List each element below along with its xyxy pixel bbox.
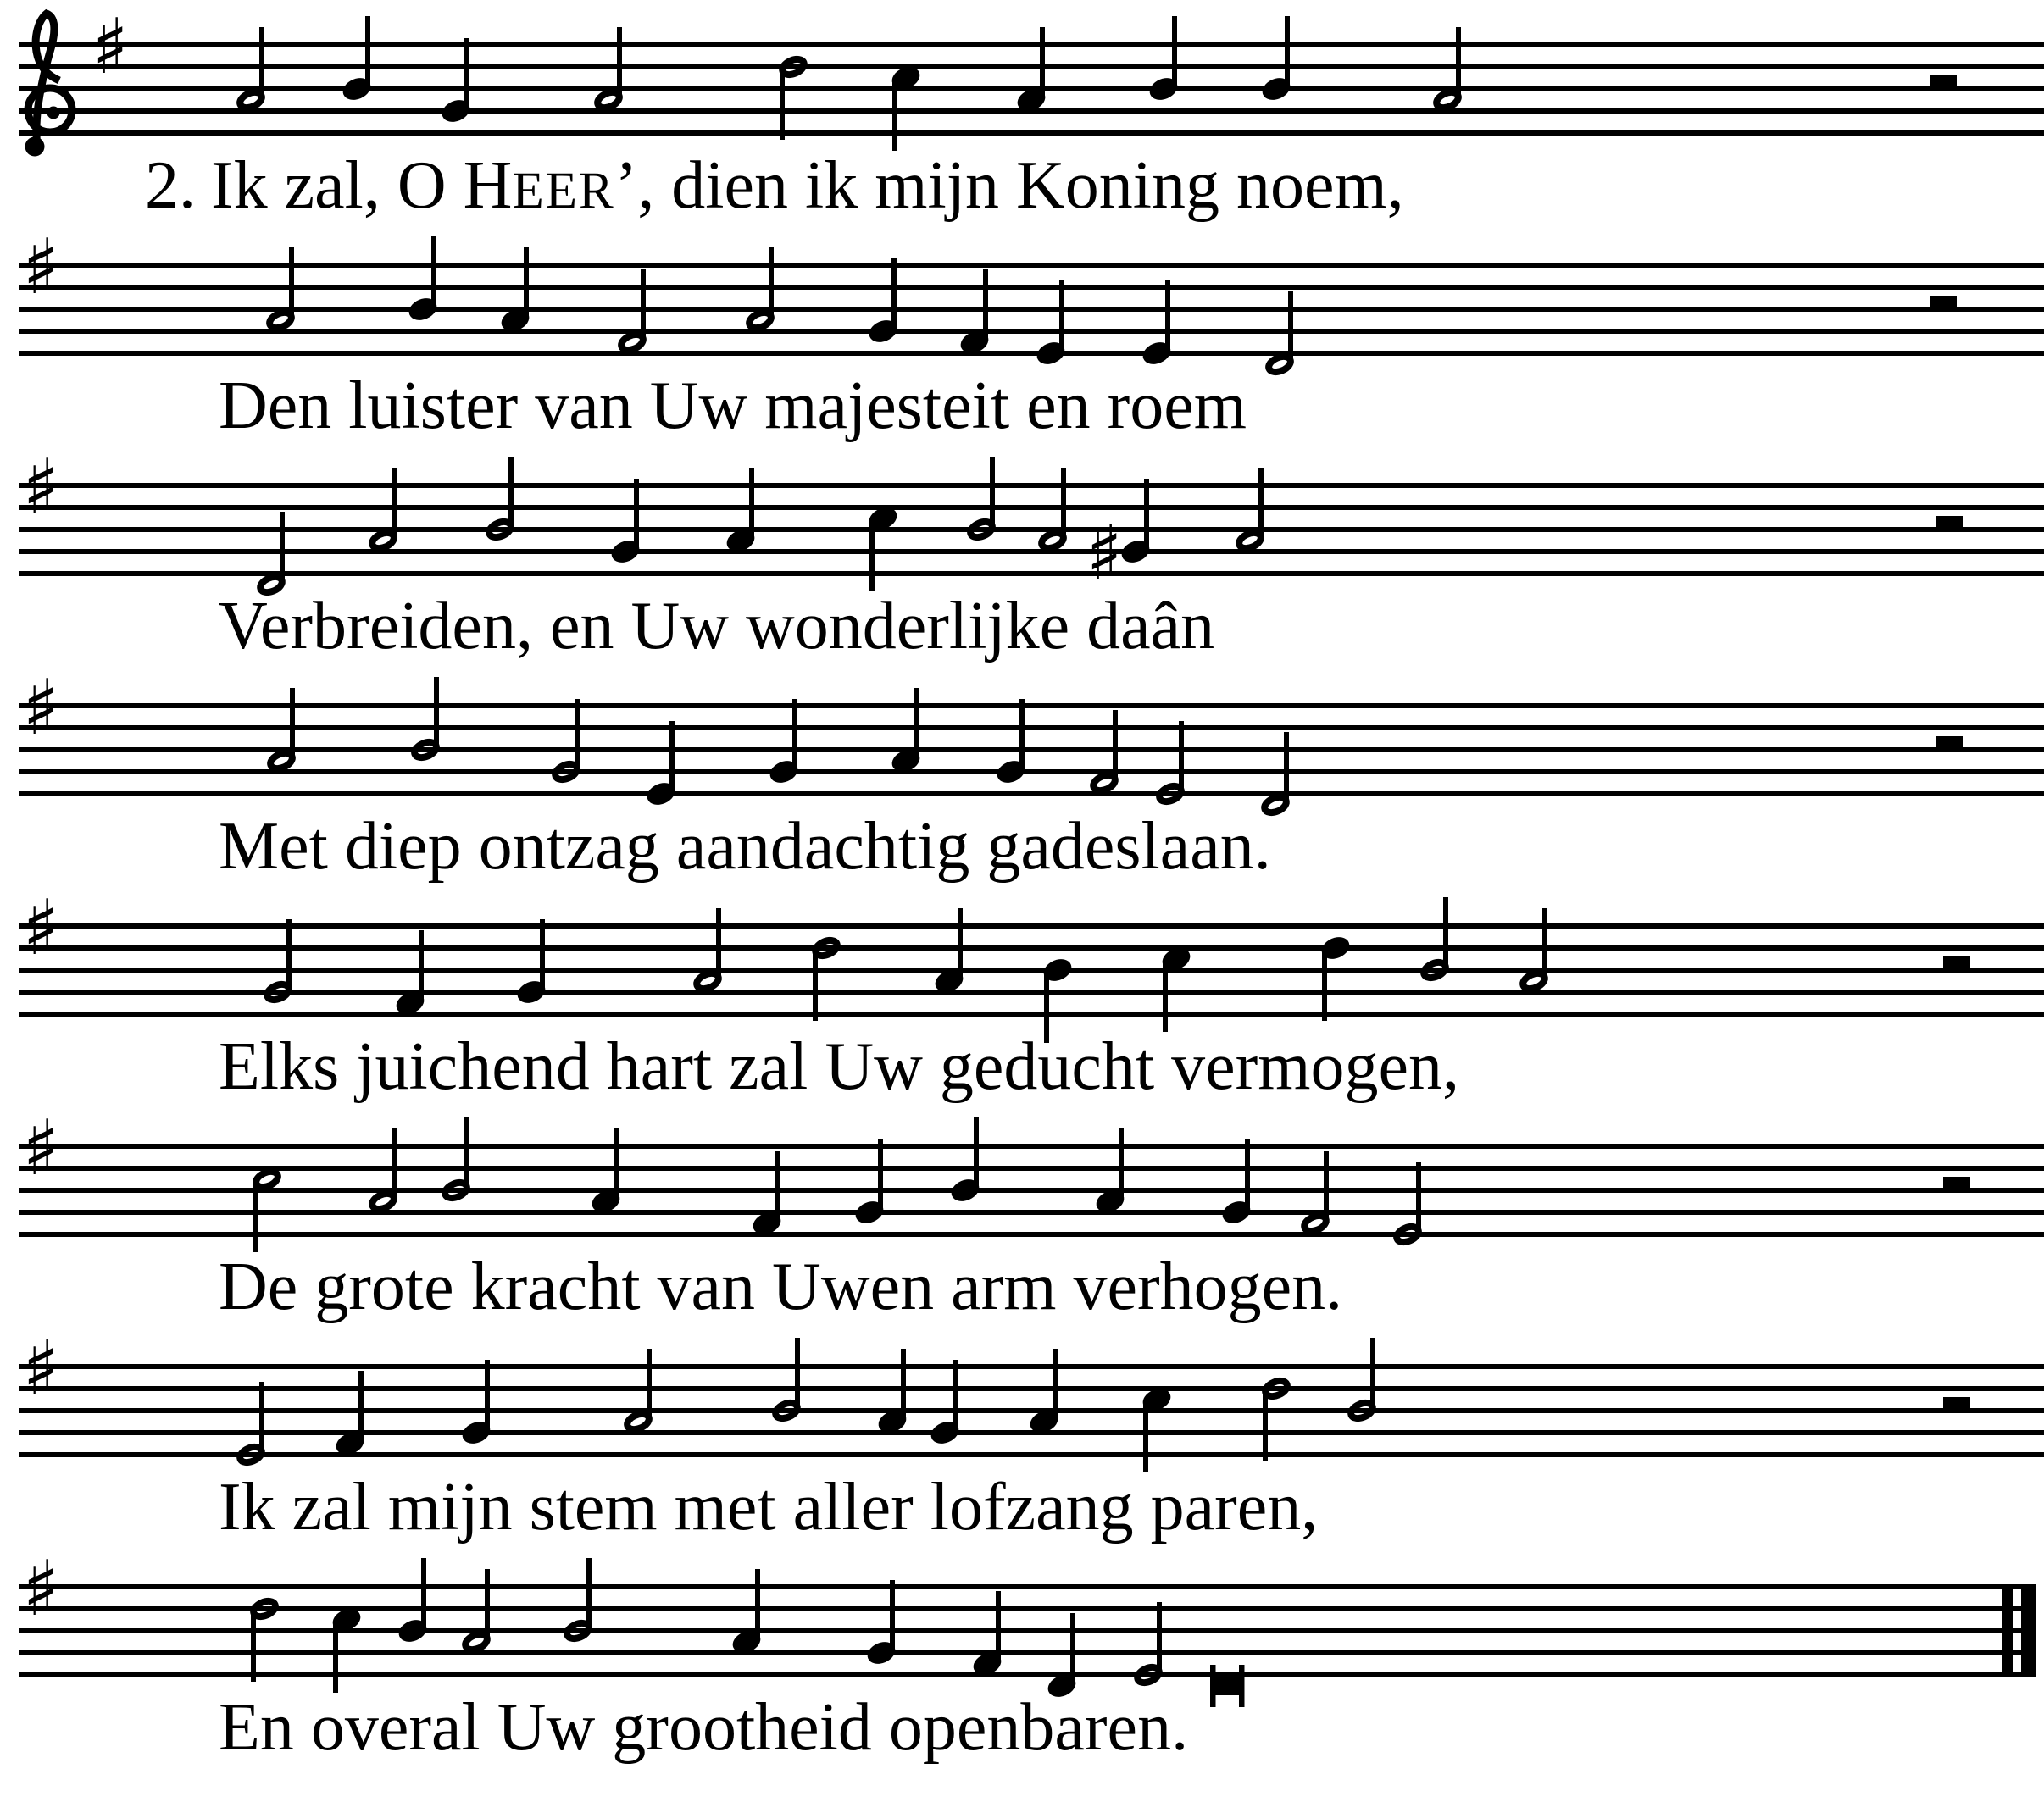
note-stem bbox=[1165, 280, 1170, 352]
note-stem bbox=[1053, 1349, 1058, 1420]
staff-line bbox=[19, 945, 2044, 951]
key-signature-sharp-icon: ♯ bbox=[22, 884, 59, 973]
key-signature-sharp-icon: ♯ bbox=[22, 443, 59, 532]
note-stem bbox=[1285, 16, 1290, 87]
note-F4-quarter bbox=[750, 1151, 785, 1239]
staff-5 bbox=[19, 884, 2044, 1043]
note-stem bbox=[1179, 721, 1184, 792]
staff-line bbox=[19, 923, 2044, 929]
staff-line bbox=[19, 285, 2044, 290]
note-A4-quarter bbox=[932, 908, 967, 996]
staff-line bbox=[19, 968, 2044, 973]
key-signature-sharp-icon: ♯ bbox=[22, 663, 59, 752]
lyric-segment: Verbreiden, en Uw wonderlijke daân bbox=[219, 589, 1215, 663]
note-stem bbox=[795, 1338, 800, 1409]
staff-line bbox=[19, 1628, 2036, 1633]
staff-line bbox=[19, 725, 2044, 730]
note-stem bbox=[290, 688, 295, 759]
note-stem bbox=[1443, 897, 1448, 968]
note-stem bbox=[983, 269, 988, 341]
staff-line bbox=[19, 990, 2044, 995]
half-rest bbox=[1943, 956, 1970, 968]
final-barline bbox=[2002, 1584, 2013, 1677]
note-stem bbox=[419, 930, 424, 1001]
note-stem bbox=[775, 1151, 780, 1222]
note-stem bbox=[1324, 1151, 1329, 1222]
note-A4-quarter bbox=[889, 688, 924, 776]
note-D5-quarter bbox=[1319, 933, 1353, 1021]
note-C5-quarter bbox=[1140, 1384, 1175, 1472]
staff-line bbox=[19, 505, 2044, 510]
note-stem bbox=[813, 950, 818, 1021]
half-rest bbox=[1943, 1397, 1970, 1408]
staff-8 bbox=[19, 1544, 2036, 1707]
note-stem bbox=[485, 1569, 490, 1640]
note-stem bbox=[958, 908, 963, 979]
lyric-line bbox=[219, 589, 1215, 663]
lyric-text bbox=[219, 1690, 1188, 1765]
note-stem bbox=[586, 1558, 592, 1629]
note-stem bbox=[769, 247, 774, 319]
note-stem bbox=[869, 520, 875, 591]
note-G4-quarter bbox=[1086, 479, 1153, 598]
lyric-text bbox=[219, 589, 1214, 663]
note-A4-quarter bbox=[1014, 27, 1049, 115]
note-stem bbox=[990, 457, 995, 528]
staff-line bbox=[19, 1452, 2044, 1457]
note-A4-quarter bbox=[498, 247, 533, 335]
note-G4-quarter bbox=[767, 699, 802, 787]
note-stem bbox=[891, 258, 897, 330]
note-G4-quarter bbox=[994, 699, 1029, 787]
note-stem bbox=[1019, 699, 1025, 770]
half-rest bbox=[1936, 516, 1963, 527]
note-stem bbox=[1113, 710, 1118, 781]
staff-line bbox=[19, 1210, 2044, 1215]
final-barline bbox=[2021, 1584, 2036, 1677]
note-stem bbox=[1157, 1602, 1162, 1673]
staff-line bbox=[19, 571, 2044, 576]
staff-line bbox=[19, 747, 2044, 752]
note-stem bbox=[1143, 1401, 1148, 1472]
staff-line bbox=[19, 1012, 2044, 1017]
note-G4-quarter bbox=[866, 258, 901, 347]
note-stem bbox=[1144, 479, 1149, 550]
note-B4-quarter bbox=[1259, 16, 1294, 104]
key-signature-sharp-icon: ♯ bbox=[22, 223, 59, 312]
note-stem bbox=[251, 1611, 256, 1682]
staff-6 bbox=[19, 1104, 2044, 1252]
key-signature-sharp-icon: ♯ bbox=[22, 1324, 59, 1413]
note-E4-quarter bbox=[1034, 280, 1069, 369]
staff-7 bbox=[19, 1324, 2044, 1472]
note-stem bbox=[1040, 27, 1045, 98]
half-rest bbox=[1936, 736, 1963, 747]
note-F4-quarter bbox=[393, 930, 428, 1018]
staff-line bbox=[19, 1364, 2044, 1369]
note-stem bbox=[1119, 1128, 1124, 1200]
note-A4-quarter bbox=[1093, 1128, 1128, 1217]
breve-note bbox=[1210, 1665, 1245, 1707]
note-stem bbox=[508, 457, 514, 528]
lyric-line bbox=[219, 1690, 1189, 1765]
staff-line bbox=[19, 1144, 2044, 1149]
note-G4-quarter bbox=[853, 1139, 887, 1228]
note-stem bbox=[1070, 1613, 1075, 1684]
note-stem bbox=[333, 1622, 338, 1693]
lyric-segment: Den luister van Uw majesteit en roem bbox=[219, 369, 1247, 443]
note-D4-quarter bbox=[1045, 1613, 1080, 1701]
staff-line bbox=[19, 351, 2044, 356]
staff-2 bbox=[19, 223, 2044, 375]
note-stem bbox=[434, 677, 439, 748]
lyric-segment: ’, dien ik mijn Koning noem, bbox=[614, 148, 1404, 223]
note-A4-quarter bbox=[875, 1349, 910, 1437]
staff-4 bbox=[19, 663, 2044, 816]
note-stem bbox=[1059, 280, 1064, 352]
note-B4-quarter bbox=[1147, 16, 1181, 104]
note-B4-quarter bbox=[396, 1558, 430, 1646]
note-G4-quarter bbox=[514, 919, 549, 1007]
note-stem bbox=[365, 16, 370, 87]
note-stem bbox=[421, 1558, 426, 1629]
staff-3 bbox=[19, 443, 2044, 598]
note-stem bbox=[716, 908, 721, 979]
note-stem bbox=[1263, 1390, 1268, 1461]
staff-line bbox=[19, 527, 2044, 532]
note-stem bbox=[1061, 468, 1066, 539]
lyric-segment: Met diep ontzag aandachtig gadeslaan. bbox=[219, 809, 1271, 884]
note-C5-quarter bbox=[330, 1605, 364, 1693]
note-stem bbox=[575, 699, 580, 770]
key-signature-sharp-icon: ♯ bbox=[22, 1104, 59, 1193]
lyric-smallcaps-segment: EER bbox=[512, 163, 615, 219]
note-E4-quarter bbox=[644, 721, 679, 809]
note-A4-quarter bbox=[724, 468, 758, 556]
lyric-line bbox=[219, 1250, 1343, 1324]
note-stem bbox=[1370, 1338, 1375, 1409]
note-stem bbox=[1163, 961, 1168, 1032]
staff-line bbox=[19, 1232, 2044, 1237]
staff-line bbox=[19, 769, 2044, 774]
staff-line bbox=[19, 307, 2044, 312]
note-G4-quarter bbox=[1219, 1139, 1254, 1228]
note-stem bbox=[641, 269, 646, 341]
verse-number: 2. bbox=[145, 148, 196, 223]
note-stem bbox=[996, 1591, 1001, 1662]
note-B4-quarter bbox=[948, 1117, 983, 1206]
lyric-text bbox=[219, 369, 1247, 443]
note-stem bbox=[464, 1117, 469, 1189]
note-F4-quarter bbox=[970, 1591, 1005, 1679]
note-G4-quarter bbox=[928, 1360, 963, 1448]
note-stem bbox=[890, 1580, 895, 1651]
key-signature-sharp-icon: ♯ bbox=[92, 3, 129, 91]
note-stem bbox=[780, 69, 785, 140]
lyric-line bbox=[219, 1029, 1459, 1104]
staff-line bbox=[19, 1166, 2044, 1171]
note-stem bbox=[259, 27, 264, 98]
note-stem bbox=[1542, 908, 1547, 979]
note-stem bbox=[485, 1360, 490, 1431]
note-stem bbox=[749, 468, 754, 539]
staff-line bbox=[19, 483, 2044, 488]
staff-line bbox=[19, 263, 2044, 268]
staff-line bbox=[19, 703, 2044, 708]
staff-line bbox=[19, 1188, 2044, 1193]
note-E4-quarter bbox=[1140, 280, 1175, 369]
lyric-line bbox=[145, 148, 1404, 223]
note-stem bbox=[1172, 16, 1177, 87]
half-rest bbox=[1943, 1177, 1970, 1188]
lyric-segment: En overal Uw grootheid openbaren. bbox=[219, 1690, 1189, 1765]
note-G4-quarter bbox=[608, 479, 643, 567]
note-stem bbox=[289, 247, 294, 319]
staff-line bbox=[19, 329, 2044, 334]
note-stem bbox=[1284, 732, 1289, 803]
note-A4-quarter bbox=[1027, 1349, 1062, 1437]
note-stem bbox=[669, 721, 675, 792]
note-stem bbox=[614, 1128, 619, 1200]
note-stem bbox=[617, 27, 622, 98]
note-stem bbox=[524, 247, 529, 319]
note-stem bbox=[1416, 1162, 1421, 1233]
lyric-line bbox=[219, 809, 1271, 884]
staff-line bbox=[19, 1672, 2036, 1677]
note-stem bbox=[540, 919, 545, 990]
note-stem bbox=[392, 1128, 397, 1200]
note-stem bbox=[878, 1139, 883, 1211]
lyric-segment: Ik zal, O H bbox=[211, 148, 513, 223]
half-rest bbox=[1930, 296, 1957, 307]
note-stem bbox=[286, 919, 292, 990]
note-stem bbox=[755, 1569, 760, 1640]
lyric-segment: Ik zal mijn stem met aller lofzang paren, bbox=[219, 1470, 1319, 1544]
staff-line bbox=[19, 1430, 2044, 1435]
note-F4-quarter bbox=[958, 269, 992, 358]
note-stem bbox=[1258, 468, 1264, 539]
note-stem bbox=[647, 1349, 652, 1420]
note-stem bbox=[892, 80, 897, 151]
lyric-line bbox=[219, 1470, 1319, 1544]
key-signature-sharp-icon: ♯ bbox=[22, 1544, 59, 1633]
note-stem bbox=[392, 468, 397, 539]
lyric-text bbox=[219, 1470, 1318, 1544]
note-stem bbox=[358, 1371, 364, 1442]
note-C5-quarter bbox=[1159, 944, 1194, 1032]
staff-line bbox=[19, 1650, 2036, 1655]
staff-line bbox=[19, 549, 2044, 554]
note-stem bbox=[914, 688, 919, 759]
lyric-text bbox=[211, 148, 1404, 223]
note-stem bbox=[974, 1117, 979, 1189]
lyric-segment: Elks juichend hart zal Uw geducht vermogen, bbox=[219, 1029, 1459, 1104]
staff-line bbox=[19, 1408, 2044, 1413]
lyric-segment: De grote kracht van Uwen arm verhogen. bbox=[219, 1250, 1343, 1324]
note-stem bbox=[953, 1360, 958, 1431]
staff-line bbox=[19, 42, 2044, 47]
note-stem bbox=[1456, 27, 1461, 98]
note-C5-quarter bbox=[866, 503, 901, 591]
staff-line bbox=[19, 791, 2044, 796]
staff-line bbox=[19, 1584, 2036, 1589]
note-G4-quarter bbox=[459, 1360, 494, 1448]
half-rest bbox=[1930, 75, 1957, 86]
note-C5-quarter bbox=[889, 63, 924, 151]
accidental-sharp-icon: ♯ bbox=[1086, 509, 1123, 598]
lyric-text bbox=[219, 1029, 1459, 1104]
note-stem bbox=[1288, 291, 1293, 363]
staff-line bbox=[19, 64, 2044, 69]
staff-line bbox=[19, 1606, 2036, 1611]
note-stem bbox=[1322, 950, 1327, 1021]
note-G4-quarter bbox=[864, 1580, 899, 1668]
lyric-text bbox=[219, 1250, 1342, 1324]
note-B4-quarter bbox=[340, 16, 375, 104]
staff-line bbox=[19, 130, 2044, 136]
note-stem bbox=[431, 236, 436, 308]
note-A4-quarter bbox=[589, 1128, 624, 1217]
lyric-text bbox=[219, 809, 1271, 884]
note-stem bbox=[792, 699, 797, 770]
note-stem bbox=[253, 1181, 258, 1252]
staff-line bbox=[19, 1386, 2044, 1391]
note-stem bbox=[901, 1349, 906, 1420]
note-stem bbox=[1245, 1139, 1250, 1211]
note-stem bbox=[634, 479, 639, 550]
note-B4-quarter bbox=[406, 236, 441, 324]
note-stem bbox=[259, 1382, 264, 1453]
note-F4-quarter bbox=[333, 1371, 368, 1459]
note-stem bbox=[464, 38, 469, 109]
staff-1 bbox=[19, 3, 2044, 157]
note-stem bbox=[280, 512, 285, 583]
lyric-line bbox=[219, 369, 1247, 443]
note-A4-quarter bbox=[730, 1569, 764, 1657]
note-G4-quarter bbox=[439, 38, 474, 126]
